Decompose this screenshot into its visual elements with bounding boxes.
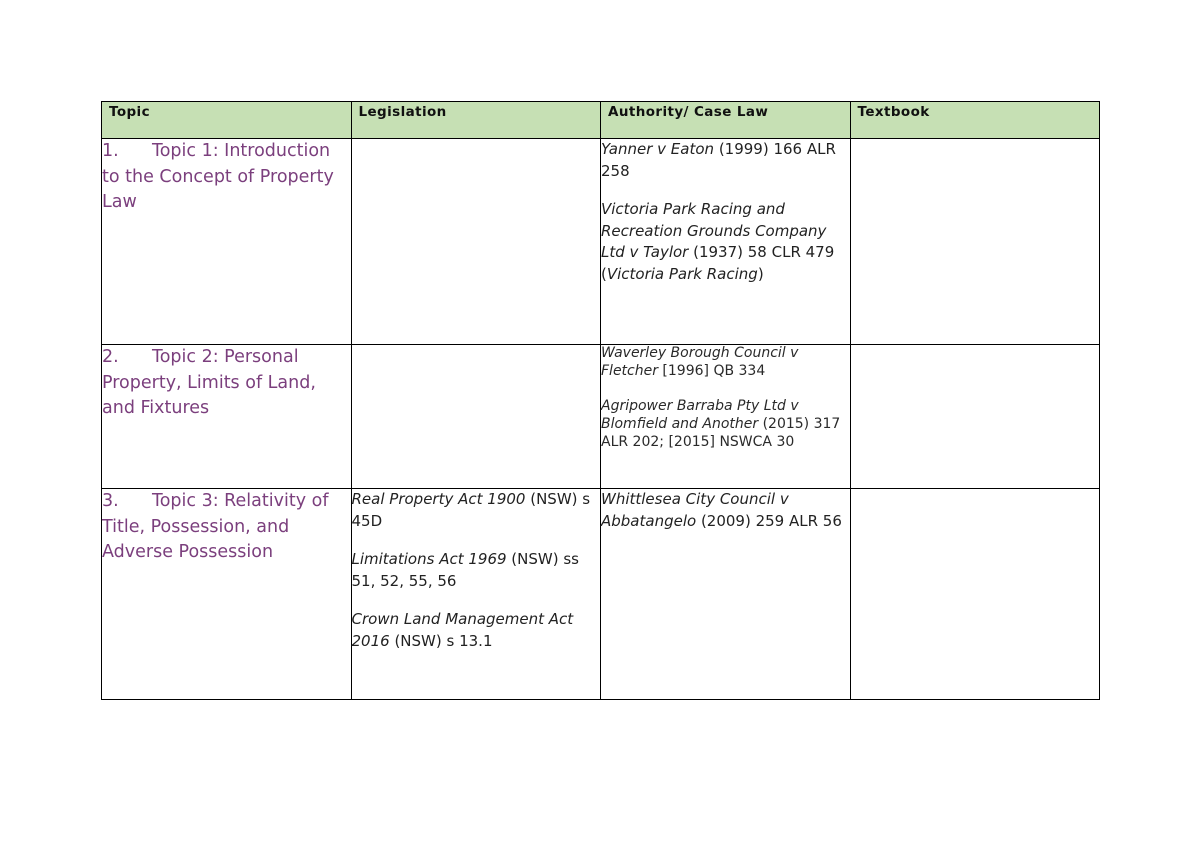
case-entry <box>601 199 850 285</box>
topic-cell <box>102 345 352 489</box>
header-legislation: Legislation <box>351 102 601 139</box>
case-name: Agripower Barraba Pty Ltd v Blomfield and Another <box>601 398 799 432</box>
case-citation: (2015) 317 ALR 202; [2015] NSWCA 30 <box>601 416 841 450</box>
topic-number: 1. <box>102 141 119 161</box>
case-name: Victoria Park Racing and Recreation Grounds Company Ltd v Taylor <box>601 200 827 261</box>
topic-number: 2. <box>102 347 119 367</box>
case-name: Waverley Borough Council v Fletcher <box>601 345 799 379</box>
legislation-cell <box>351 489 601 700</box>
case-name: Whittlesea City Council v Abbatangelo <box>601 490 789 530</box>
case-citation-tail: ) <box>757 264 764 283</box>
act-section: (NSW) ss 51, 52, 55, 56 <box>351 550 579 590</box>
header-topic: Topic <box>102 102 352 139</box>
topic-number: 3. <box>102 491 119 511</box>
table-row <box>102 139 1100 345</box>
case-citation: (1937) 58 CLR 479 ( <box>601 243 835 283</box>
act-name: Crown Land Management Act 2016 <box>351 610 574 650</box>
act-name: Real Property Act 1900 <box>351 490 526 508</box>
topic-title: Topic 1: Introduction to the Concept of Property Law <box>102 141 334 212</box>
topics-table <box>101 101 1100 700</box>
table-header-row <box>102 102 1100 139</box>
textbook-cell <box>850 345 1100 489</box>
case-citation: (1999) 166 ALR 258 <box>601 140 836 180</box>
case-entry <box>601 489 850 532</box>
topic-cell <box>102 139 352 345</box>
case-entry <box>601 139 850 182</box>
topic-cell <box>102 489 352 700</box>
act-name: Limitations Act 1969 <box>351 550 507 568</box>
case-citation: (2009) 259 ALR 56 <box>696 511 842 530</box>
header-authority: Authority/ Case Law <box>601 102 851 139</box>
legislation-cell <box>351 345 601 489</box>
legislation-entry <box>352 609 601 652</box>
textbook-cell <box>850 139 1100 345</box>
case-entry <box>601 344 850 380</box>
case-citation: [1996] QB 334 <box>657 363 766 379</box>
legislation-entry <box>352 549 601 592</box>
table-row <box>102 345 1100 489</box>
header-textbook: Textbook <box>850 102 1100 139</box>
legislation-cell <box>351 139 601 345</box>
topic-title: Topic 2: Personal Property, Limits of Land, and Fixtures <box>102 347 316 418</box>
textbook-cell <box>850 489 1100 700</box>
act-section: (NSW) s 45D <box>351 490 591 530</box>
table-row <box>102 489 1100 700</box>
authority-cell <box>601 139 851 345</box>
act-section: (NSW) s 13.1 <box>389 631 493 650</box>
authority-cell <box>601 345 851 489</box>
case-entry <box>601 397 850 451</box>
case-name: Yanner v Eaton <box>601 140 715 158</box>
legislation-entry <box>352 489 601 532</box>
topic-title: Topic 3: Relativity of Title, Possession, and Adverse Possession <box>102 491 329 562</box>
case-short-name: Victoria Park Racing <box>606 264 758 283</box>
authority-cell <box>601 489 851 700</box>
